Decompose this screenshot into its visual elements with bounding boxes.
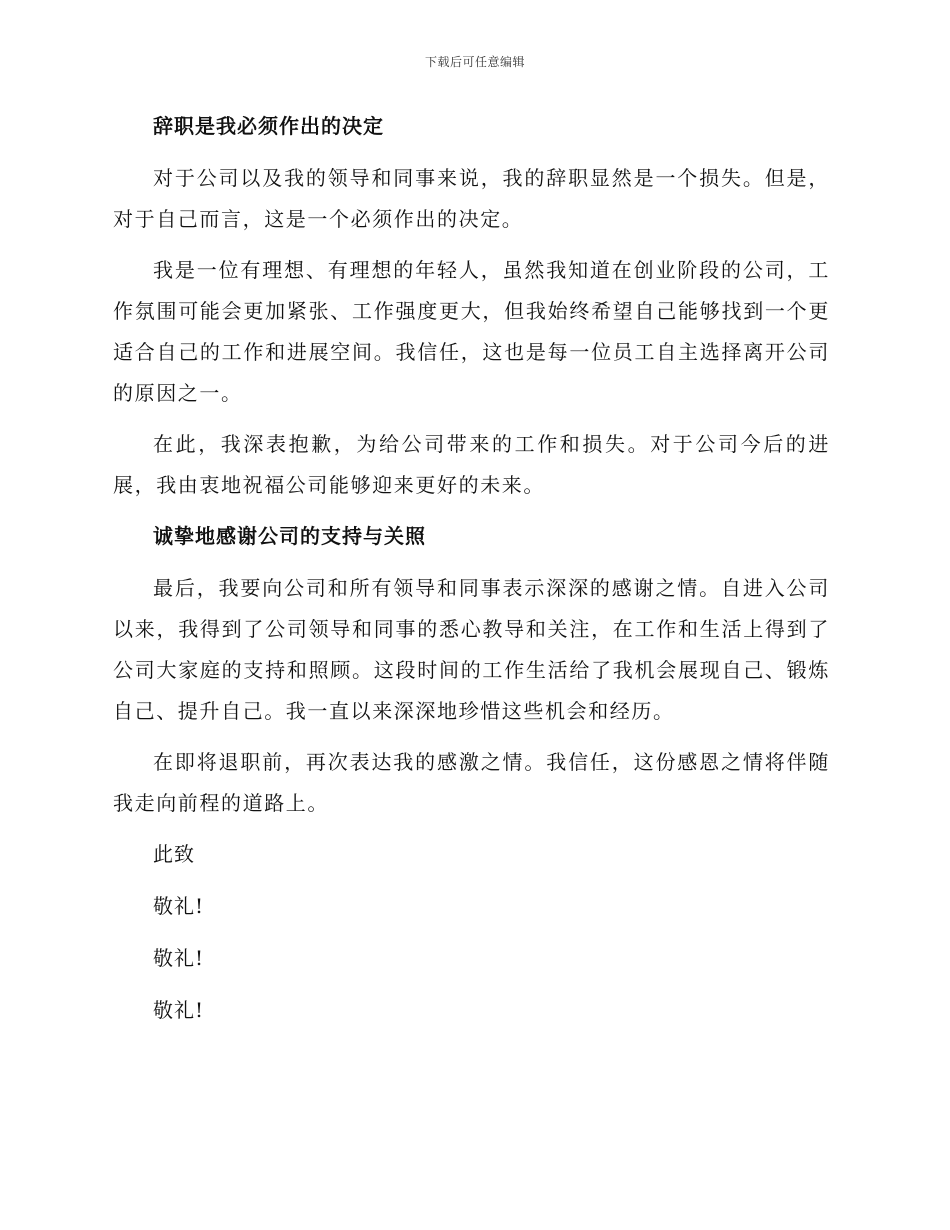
paragraph-loss-statement: 对于公司以及我的领导和同事来说，我的辞职显然是一个损失。但是，对于自己而言，这是一个必须作出的决定。 xyxy=(113,166,830,231)
section-heading-resignation-decision: 辞职是我必须作出的决定 xyxy=(153,114,384,138)
page-header: 下载后可任意编辑 xyxy=(424,55,525,69)
closing-salutation: 此致 xyxy=(153,842,195,866)
paragraph-final-thanks: 在即将退职前，再次表达我的感激之情。我信任，这份感恩之情将伴随我走向前程的道路上。 xyxy=(113,750,830,815)
paragraph-apology: 在此，我深表抱歉，为给公司带来的工作和损失。对于公司今后的进展，我由衷地祝福公司能够迎来更好的未来。 xyxy=(113,432,830,497)
document-body xyxy=(113,106,830,1042)
section-heading-gratitude: 诚挚地感谢公司的支持与关照 xyxy=(153,524,426,548)
paragraph-personal-goals: 我是一位有理想、有理想的年轻人，虽然我知道在创业阶段的公司，工作氛围可能会更加紧张、工作强度更大，但我始终希望自己能够找到一个更适合自己的工作和进展空间。我信任，这也是每一位员工自主选择离开公司的原因之一。 xyxy=(113,258,830,405)
paragraph-thanks: 最后，我要向公司和所有领导和同事表示深深的感谢之情。自进入公司以来，我得到了公司领导和同事的悉心教导和关注，在工作和生活上得到了公司大家庭的支持和照顾。这段时间的工作生活给了我机会展现自己、锻炼自己、提升自己。我一直以来深深地珍惜这些机会和经历。 xyxy=(113,576,830,723)
closing-regards-3: 敬礼! xyxy=(153,998,205,1022)
closing-regards-2: 敬礼! xyxy=(153,946,205,970)
closing-regards-1: 敬礼! xyxy=(153,894,205,918)
